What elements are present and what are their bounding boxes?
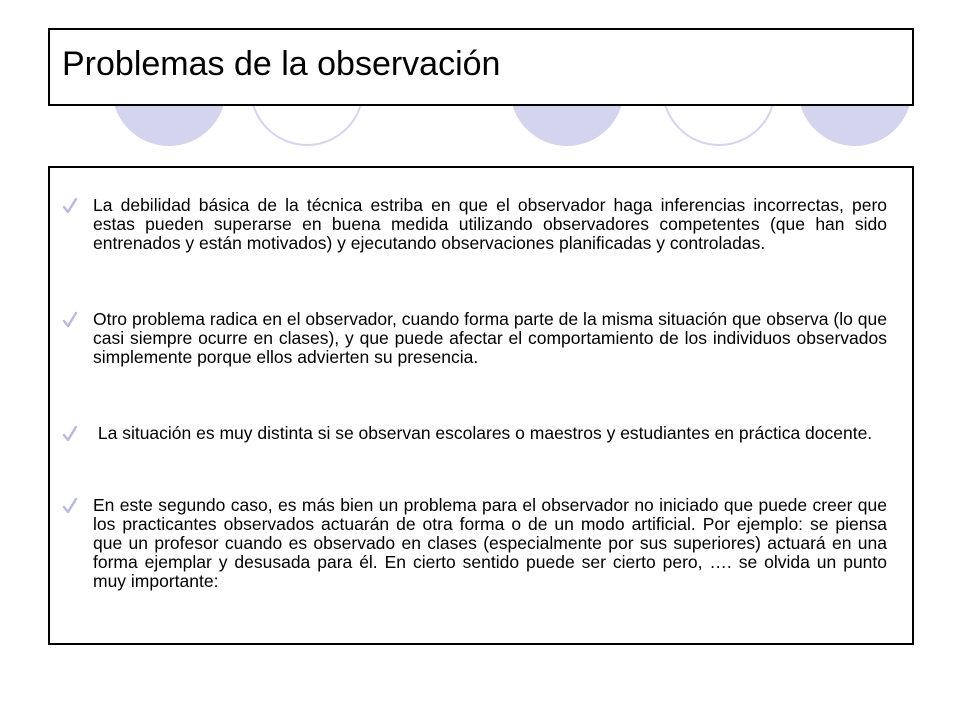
- checkmark-icon: [62, 310, 78, 330]
- content-box: [48, 166, 914, 645]
- checkmark-icon: [62, 424, 78, 444]
- bullet-text: La debilidad básica de la técnica estriba en que el observador haga inferencias incorrectas, pero estas pueden superarse en buena medida utilizando observadores competentes (que han sido entrenados y están motivados) y ejecutando observaciones planificadas y controladas.: [93, 195, 887, 253]
- checkmark-icon: [62, 496, 78, 516]
- title-box: [48, 28, 914, 106]
- bullet-text: Otro problema radica en el observador, cuando forma parte de la misma situación que observa (lo que casi siempre ocurre en clases), y que puede afectar el comportamiento de los individuos observados simplemente porque ellos advierten su presencia.: [93, 309, 887, 367]
- bullet-text: En este segundo caso, es más bien un problema para el observador no iniciado que puede creer que los practicantes observados actuarán de otra forma o de un modo artificial. Por ejemplo: se piensa que un profesor cuando es observado en clases (especialmente por sus superiores) actuará en una forma ejemplar y desusada para él. En cierto sentido puede ser cierto pero, …. se olvida un punto muy importante:: [93, 495, 887, 591]
- slide-title: Problemas de la observación: [62, 45, 501, 83]
- checkmark-icon: [62, 196, 78, 216]
- bullet-text: La situación es muy distinta si se observan escolares o maestros y estudiantes en práctica docente.: [93, 423, 873, 443]
